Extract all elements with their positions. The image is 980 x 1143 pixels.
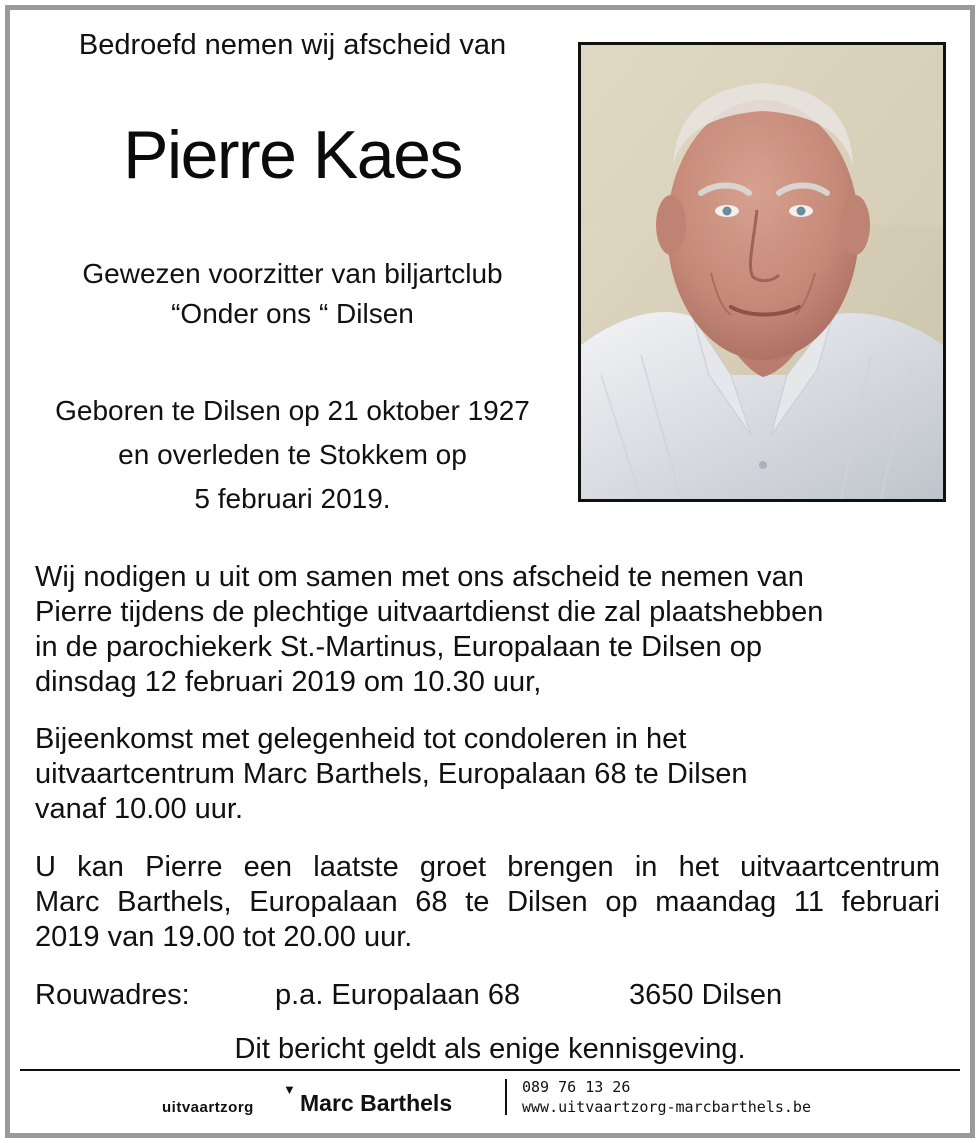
service-paragraph (35, 560, 940, 700)
footer-divider-line (20, 1069, 960, 1071)
paragraph-line: U kan Pierre een laatste groet brengen in het uitvaartcentrum (35, 851, 940, 883)
paragraph-line: vanaf 10.00 uur. (35, 793, 243, 825)
paragraph-line: dinsdag 12 februari 2019 om 10.30 uur, (35, 666, 542, 698)
date-line: Geboren te Dilsen op 21 oktober 1927 (55, 395, 530, 426)
role-line: Gewezen voorzitter van biljartclub (82, 258, 503, 289)
paragraph-line: Wij nodigen u uit om samen met ons afscheid te nemen van (35, 561, 804, 593)
notice-text: Dit bericht geldt als enige kennisgeving. (234, 1033, 746, 1065)
address-street: p.a. Europalaan 68 (275, 979, 521, 1011)
brand-name: Marc Barthels (300, 1090, 453, 1116)
phone-number: 089 76 13 26 (522, 1078, 631, 1096)
paragraph-line: Pierre tijdens de plechtige uitvaartdienst die zal plaatshebben (35, 596, 824, 628)
address-city: 3650 Dilsen (629, 979, 783, 1011)
gathering-paragraph (35, 722, 940, 827)
contact-info (522, 1077, 811, 1117)
role-description (20, 254, 565, 334)
address-label: Rouwadres: (35, 979, 190, 1011)
brand-prefix: uitvaartzorg (162, 1099, 254, 1116)
paragraph-line: uitvaartcentrum Marc Barthels, Europalaan 68 te Dilsen (35, 758, 748, 790)
funeral-home-footer (0, 1075, 980, 1125)
date-line: en overleden te Stokkem op (118, 439, 467, 470)
intro-text: Bedroefd nemen wij afscheid van (78, 29, 507, 61)
birth-death-dates (20, 389, 565, 521)
portrait-photo (578, 42, 946, 502)
triangle-down-icon: ▼ (283, 1082, 296, 1097)
paragraph-line: Bijeenkomst met gelegenheid tot condoleren in het (35, 723, 687, 755)
deceased-name: Pierre Kaes (123, 117, 462, 193)
paragraph-line: Marc Barthels, Europalaan 68 te Dilsen op maandag 11 februari (35, 886, 940, 918)
paragraph-line: in de parochiekerk St.-Martinus, Europalaan te Dilsen op (35, 631, 762, 663)
paragraph-line: 2019 van 19.00 tot 20.00 uur. (35, 921, 413, 953)
brand-divider (505, 1079, 507, 1115)
website-link[interactable]: www.uitvaartzorg-marcbarthels.be (522, 1098, 811, 1116)
date-line: 5 februari 2019. (194, 483, 391, 514)
role-line: “Onder ons “ Dilsen (171, 298, 414, 329)
visit-paragraph (35, 850, 940, 955)
